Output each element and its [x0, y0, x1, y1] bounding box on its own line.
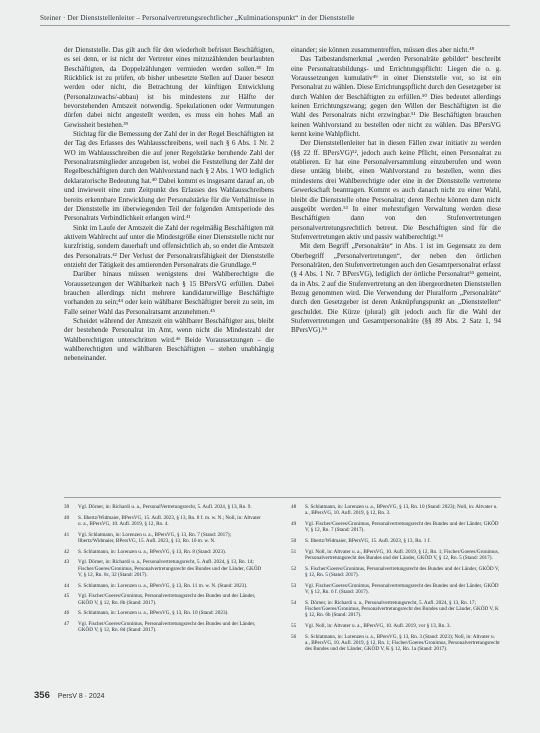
- footnote: [64, 610, 264, 616]
- footnote: [291, 538, 501, 544]
- body-column-right: [291, 46, 501, 336]
- footnote-text: S. Schlatmann, in: Lorenzen u. a., BPersVG, § 13, Rn. 11 m. w. N. (Stand: 2023).: [78, 582, 248, 589]
- paragraph: Scheidet während der Amtszeit ein wählbarer Beschäftigter aus, bleibt der bestehende Personalrat im Amt, wenn nicht die Mindestzahl der Wahlberechtigten unterschritten wird.⁴⁶ Beide Voraussetzungen – die wahlberechtigten und wählbaren Beschäftigten – stehen unabhängig nebeneinander.: [64, 316, 274, 363]
- footnote-number: 54: [291, 599, 297, 606]
- footnote-divider: [64, 497, 501, 498]
- footnote-text: S. Schlatmann, in: Lorenzen u. a., BPersVG, § 13, Rn. 10 (Stand: 2023); Noll, in: Altvater u. a., BPersVG, 10. Aufl. 2019, § 12, Rn. 3.: [305, 504, 498, 517]
- footnote: [291, 583, 501, 596]
- footnote-text: S. Ilbertz/Widmaier, BPersVG, 15. Aufl. 2023, § 13, Rn. 1 f.: [305, 537, 431, 544]
- footnote-text: S. Schlatmann, in: Lorenzen u. a., BPersVG, § 13, Rn. 8 (Stand: 2023).: [78, 548, 226, 555]
- footnote-number: 55: [291, 622, 297, 629]
- footnote-text: Vgl. Noll, in: Altvater u. a., BPersVG, 10. Aufl. 2019, vor § 13, Rn. 3.: [305, 622, 451, 629]
- footnote: [64, 583, 264, 589]
- footnote: [291, 623, 501, 629]
- footnote-text: Vgl. Dörner, in: Richardi u. a., Personalvertretungsrecht, 5. Aufl. 2024, § 13, Rn. 14; Fischer/Goeres/Gronimus, Personalvertretungsrecht des Bundes und der Länder, GKÖD V, § 12, Rn. 8c, 32 (Stand: 2017).: [78, 559, 262, 578]
- footnote-number: 53: [291, 582, 297, 589]
- footnote: [291, 634, 501, 653]
- footnote: [64, 504, 264, 510]
- paragraph: Der Dienststellenleiter hat in diesen Fällen zwar initiativ zu werden (§§ 22 ff. BPersVG)⁵², jedoch auch keine Pflicht, einen Personalrat zu etablieren. Er hat eine Personalversammlung einzuberufen und wenn diese untätig bleibt, einen Wahlvorstand zu bestellen, wenn dies mindestens drei Wahlberechtigte oder eine in der Dienststelle vertretene Gewerkschaft beantragen. Kommt es auch danach nicht zu einer Wahl, bleibt die Dienststelle ohne Personalrat; deren Rechte können dann nicht ausgeübt werden.⁵³ In einer mehrstufigen Verwaltung werden diese Beschäftigten dann von den Stufenvertretungen personalvertretungsrechtlich betreut. Die Beschäftigten sind für die Stufenvertretungen aktiv und passiv wahlberechtigt.⁵⁴: [291, 139, 501, 241]
- footnote: [291, 504, 501, 517]
- footnote-text: S. Dörner, in: Richardi u. a., Personalvertretungsrecht, 5. Aufl. 2024, § 13, Rn. 17; Fischer/Goeres/Gronimus, Personalvertretungsrecht des Bundes und der Länder, GKÖD V, K § 12, Rn. 6b (Stand: 2017).: [305, 599, 499, 619]
- paragraph: Das Tatbestandsmerkmal „werden Personalräte gebildet“ beschreibt eine Personalratsbildungs- und Errichtungspflicht: Liegen die o. g. Voraussetzungen kumulativ⁴⁹ in einer Dienststelle vor, so ist ein Personalrat zu wählen. Diese Errichtungspflicht durch den Gesetzgeber ist durch Wahlen der Beschäftigten zu erfüllen.⁵⁰ Dies bedeutet allerdings keinen Errichtungszwang; gegen den Willen der Beschäftigten ist die Wahl des Personalrats nicht erzwingbar.⁵¹ Die Beschäftigten brauchen keinen Wahlvorstand zu bestellen oder nicht zu wählen. Das BPersVG kennt keine Wahlpflicht.: [291, 55, 501, 139]
- footnote-number: 45: [64, 593, 70, 600]
- footnote-number: 43: [64, 559, 70, 566]
- footnote: [64, 621, 264, 634]
- footnote-text: S. Fischer/Goeres/Gronimus, Personalvertretungsrecht des Bundes und der Länder, GKÖD V, § 12, Rn. 5 (Stand: 2017).: [305, 565, 500, 578]
- footnote-number: 44: [64, 582, 70, 589]
- paragraph: Mit dem Begriff „Personalräte“ in Abs. 1 ist im Gegensatz zu dem Oberbegriff „Personalvertretungen“, der neben den örtlichen Personalräten, den Stufenvertretungen auch den Gesamtpersonalrat erfasst (§ 4 Abs. 1 Nr. 7 BPersVG), lediglich der örtliche Personalrat⁵⁵ gemeint, da in Abs. 2 auf die Stufenvertretung an den übergeordneten Dienststellen Bezug genommen wird. Die Verwendung der Pluralform „Personalräte“ durch den Gesetzgeber ist deren Anknüpfungspunkt an „Dienststellen“ geschuldet. Die Kürze (plural) gilt jedoch auch für die Wahl der Stufenvertretungen und Gesamtpersonalräte (§§ 89 Abs. 2 Satz 1, 94 BPersVG).⁵⁶: [291, 242, 501, 335]
- footnote-number: 47: [64, 620, 70, 627]
- footnote: [291, 600, 501, 619]
- footnotes-right: [291, 504, 501, 657]
- footnote-text: Vgl. Noll, in: Altvater u. a., BPersVG, 10. Aufl. 2019, § 12, Rn. 1; Fischer/Goeres/Gronimus, Personalvertretungsrecht des Bundes und der Länder, GKÖD V, § 12, Rn. 5 (Stand: 2017).: [305, 548, 499, 561]
- footnote-text: Vgl. Fischer/Goeres/Gronimus, Personalvertretungsrecht des Bundes und der Länder, GKÖD V, § 12, Rn. 8b (Stand: 2017).: [78, 593, 256, 606]
- paragraph: Sinkt im Laufe der Amtszeit die Zahl der regelmäßig Beschäftigten mit aktivem Wahlrecht auf unter die Mindestgröße einer Dienststelle nicht nur kurzfristig, sondern dauerhaft und offensichtlich ab, so endet die Amtszeit des Personalrats.⁴² Der Verlust der Personalratsfähigkeit der Dienststelle entzieht der Tätigkeit des amtierenden Personalrats die Grundlage.⁴³: [64, 223, 274, 269]
- footnote: [64, 559, 264, 578]
- footnote: [291, 549, 501, 562]
- footnote: [291, 566, 501, 579]
- footnote-number: 50: [291, 537, 297, 544]
- journal-issue: PersV 8 · 2024: [57, 693, 105, 700]
- footnote-number: 39: [64, 504, 70, 510]
- running-header: Steiner · Der Dienststellenleiter – Personalvertretungsrechtlicher „Kulminationspunkt“ in der Dienststelle: [40, 14, 510, 26]
- paragraph: Stichtag für die Bemessung der Zahl der in der Regel Beschäftigten ist der Tag des Erlasses des Wahlausschreibens, weil nach § 6 Abs. 1 Nr. 2 WO im Wahlausschreiben die auf jener Regelstärke beruhende Zahl der Personalratsmitglieder anzugeben ist, wobei die Feststellung der Zahl der Regelbeschäftigten durch den Wahlvorstand nach § 2 Abs. 1 WO lediglich deklaratorische Bedeutung hat.⁴⁰ Dabei kommt es insgesamt darauf an, ob und inwieweit eine zum Zeitpunkt des Erlasses des Wahlausschreibens bereits erkennbare Entwicklung der Personalstärke für die Verhältnisse in der Dienststelle im überwiegenden Teil der folgenden Amtsperiode des Personalrats Verbindlichkeit erlangen wird.⁴¹: [64, 130, 274, 223]
- paragraph: einander; sie können zusammentreffen, müssen dies aber nicht.⁴⁸: [291, 46, 475, 54]
- body-column-left: [64, 46, 274, 364]
- footnote-text: S. Schlatmann, in: Lorenzen u. a., BPersVG, § 13, Rn. 10 (Stand: 2023).: [78, 610, 229, 617]
- footnote: [64, 549, 264, 555]
- footnotes-left: [64, 504, 264, 638]
- footnote-number: 41: [64, 531, 70, 538]
- footnote: [64, 593, 264, 606]
- footnote-text: Vgl. Fischer/Goeres/Gronimus, Personalvertretungsrecht des Bundes und der Länder, GKÖD V, § 12, Rn. 8d (Stand: 2017).: [78, 620, 256, 634]
- footnote-number: 51: [291, 548, 297, 555]
- footnote-text: S. Ilbertz/Widmaier, BPersVG, 15. Aufl. 2023, § 13, Rn. 8 f. m. w. N.; Noll, in: Altvater u. a., BPersVG, 10. Aufl. 2019, § 12, Rn. 4.: [78, 514, 261, 527]
- footnote: [64, 515, 264, 528]
- footnote-number: 42: [64, 548, 70, 555]
- page-footer: [34, 690, 105, 701]
- footnote-text: Vgl. Fischer/Goeres/Gronimus, Personalvertretungsrecht des Bundes und der Länder, GKÖD V, § 12, Rn. 6 f. (Stand: 2017).: [305, 582, 499, 595]
- footnote-text: Vgl. Dörner, in: Richardi u. a., PersonalVertretungsrecht, 5. Aufl. 2024, § 13, Rn. 9.: [78, 504, 252, 510]
- footnote-text: Vgl. Fischer/Goeres/Gronimus, Personalvertretungsrecht des Bundes und der Länder, GKÖD V, § 12, Rn. 7 (Stand: 2017).: [305, 520, 499, 534]
- footnote-number: 52: [291, 565, 297, 572]
- footnote-text: Vgl. Schlatmann, in: Lorenzen u. a., BPersVG, § 13, Rn. 7 (Stand: 2017); Ilbertz/Widmaier, BPersVG, 15. Aufl. 2023, § 13, Rn. 10 m. w. N.: [78, 531, 232, 544]
- footnote-text: S. Schlatmann, in: Lorenzen u. a., BPersVG, § 13, Rn. 3 (Stand: 2023); Noll, in: Altvater u. a., BPersVG, 10. Aufl. 2019, § 12, Rn. 1; Fischer/Goeres/Gronimus, Personalvertretungsrecht des Bundes und der Länder, GKÖD V, K § 12, Rn. 1a (Stand: 2017).: [305, 633, 500, 653]
- paragraph: der Dienststelle. Das gilt auch für den wiederholt befristet Beschäftigten, es sei denn, er ist nicht der Vertreter eines mitzuzählenden beurlaubten Beschäftigten, da Doppelzählungen vermieden werden sollen.³⁸ Im Rückblick ist zu prüfen, ob bisher unbesetzte Stellen auf Dauer besetzt werden oder nicht, die Betrachtung der künftigen Entwicklung (Personalzuwachs/-abbau) ist bis mindestens zur Hälfte der bevorstehenden Amtszeit notwendig. Spekulationen oder Vermutungen dürfen dabei nicht angestellt werden, es muss ein hohes Maß an Gewissheit bestehen.³⁹: [64, 46, 274, 129]
- page-number: 356: [34, 690, 50, 701]
- footnote-number: 48: [291, 504, 297, 510]
- footnote-number: 40: [64, 514, 70, 521]
- footnote-number: 56: [291, 633, 297, 640]
- footnote-number: 46: [64, 610, 70, 617]
- footnote: [64, 532, 264, 545]
- footnote-number: 49: [291, 520, 297, 527]
- footnote: [291, 521, 501, 534]
- paragraph: Darüber hinaus müssen wenigstens drei Wahlberechtigte die Voraussetzungen der Wählbarkeit nach § 15 BPersVG erfüllen. Dabei brauchen allerdings nicht mehrere kandidaturwillige Beschäftigte vorhanden zu sein;⁴⁴ oder kein wählbarer Beschäftigter bereit zu sein, im Falle seiner Wahl das Personalratsamt anzunehmen.⁴⁵: [64, 270, 274, 316]
